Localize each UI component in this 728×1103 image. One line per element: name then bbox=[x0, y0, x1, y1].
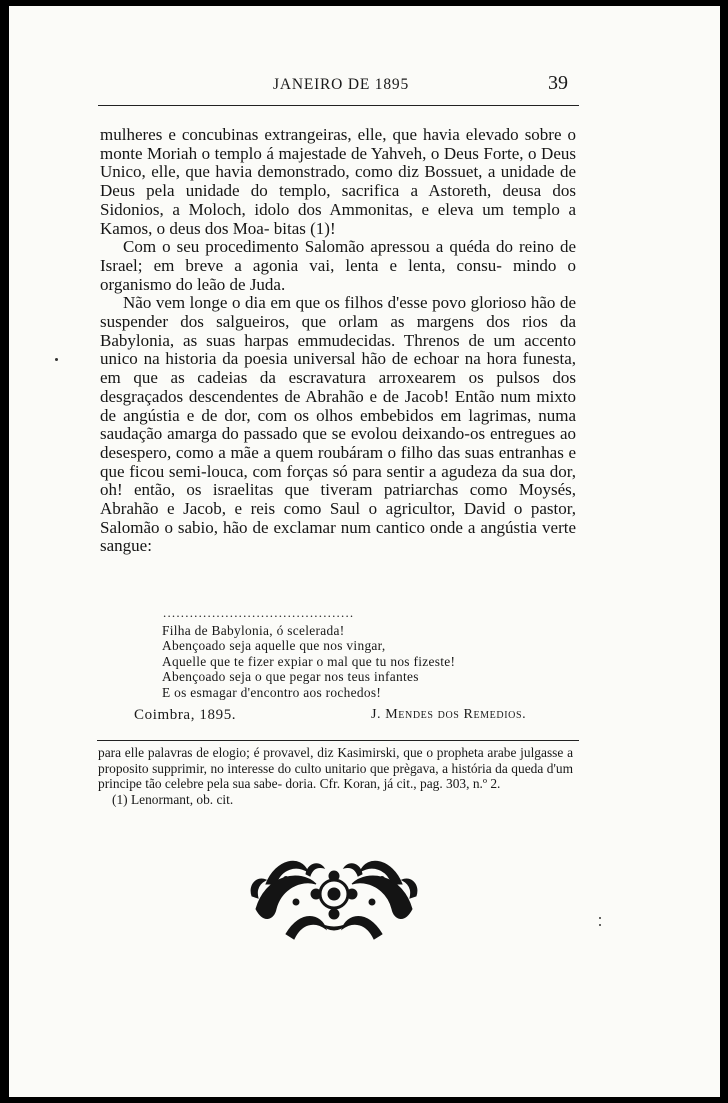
running-header-title: JANEIRO DE 1895 bbox=[273, 76, 409, 93]
footnotes bbox=[98, 745, 573, 807]
text-line: Abrahão e Jacob, e reis como Saul o agricultor, David o bbox=[100, 499, 523, 519]
poem-quote bbox=[162, 623, 455, 700]
print-speck bbox=[55, 358, 58, 361]
footnote-line: para elle palavras de elogio; é provavel, diz Kasimirski, que o propheta bbox=[98, 745, 484, 760]
text-line: diz Bossuet, a unidade de Deus pela unidade do templo, bbox=[100, 162, 577, 201]
signature-place-date: Coimbra, 1895. bbox=[134, 707, 237, 723]
text-line: bitas (1)! bbox=[273, 218, 336, 238]
footnote-rule bbox=[97, 740, 579, 741]
poem-line: Filha de Babylonia, ó scelerada! bbox=[162, 623, 345, 638]
text-line: os pulsos dos desgraçados descendentes de Abrahão e de bbox=[100, 368, 576, 406]
text-line: Deus Forte, o Deus Unico, elle, que havia demonstrado, como bbox=[100, 143, 576, 182]
author-name: J. Mendes dos Remedios. bbox=[371, 707, 527, 722]
text-line: a angústia verte sangue: bbox=[100, 517, 576, 556]
main-text bbox=[100, 126, 576, 556]
text-line: mãe a quem roubáram o filho das suas entranhas e que ficou bbox=[100, 442, 576, 481]
text-line: Jacob! Então num mixto de angústia e de dor, com os olhos bbox=[100, 386, 577, 425]
floral-tailpiece-ornament-icon bbox=[246, 854, 422, 944]
poem-line: Abençoado seja aquelle que nos vingar, bbox=[162, 638, 386, 654]
paragraph-3 bbox=[100, 294, 576, 556]
page-number: 39 bbox=[548, 72, 568, 94]
text-line: Com o seu procedimento Salomão apressou a quéda do bbox=[123, 237, 513, 257]
text-line: reino de Israel; em breve a agonia vai, lenta e lenta, consu- bbox=[100, 237, 576, 275]
text-line: que se evolou deixando-os entregues ao desespero, como a bbox=[100, 424, 576, 462]
text-line: embebidos em lagrimas, numa saudação amarga do passado bbox=[100, 405, 577, 444]
book-page bbox=[9, 6, 720, 1097]
footnote-1: (1) Lenormant, ob. cit. bbox=[112, 791, 234, 807]
poem-ellipsis: ........................................... bbox=[163, 605, 355, 620]
text-line: mulheres e concubinas extrangeiras, elle, que havia elevado bbox=[100, 125, 519, 144]
text-line: semi-louca, com forças só para sentir a agudeza da sua dor, bbox=[168, 461, 577, 481]
text-line: rios da Babylonia, as suas harpas emmudecidas. Threnos de bbox=[100, 312, 577, 350]
text-line: sobre o monte Moriah o templo á majestade de Yahveh, o bbox=[100, 125, 577, 163]
text-line: na hora funesta, em que as cadeias da escravatura arroxearem bbox=[100, 349, 577, 388]
paragraph-2 bbox=[100, 238, 576, 294]
poem-line: E os esmagar d'encontro aos rochedos! bbox=[162, 684, 382, 700]
text-line: Não vem longe o dia em que os filhos d'esse povo glorioso bbox=[123, 293, 527, 313]
poem-line: Aquelle que te fizer expiar o mal que tu nos fizeste! bbox=[162, 653, 456, 669]
text-line: um accento unico na historia da poesia universal hão de echoar bbox=[100, 330, 577, 369]
paragraph-1 bbox=[100, 126, 576, 238]
text-line: oh! então, os israelitas que tiveram patriarchas como Moysés, bbox=[100, 480, 576, 500]
text-line: hão de suspender dos salgueiros, que orlam as margens dos bbox=[100, 293, 577, 332]
text-line: sacrifica a Astoreth, deusa dos Sidonios, a Moloch, idolo dos bbox=[100, 181, 577, 219]
footnote-line: arabe julgasse a proposito supprimir, no interesse do culto unitario que bbox=[98, 745, 574, 776]
text-line: mindo o organismo do leão de Juda. bbox=[100, 255, 576, 294]
footnote-line: prègava, a história da queda d'um principe tão celebre pela sua sabe- bbox=[98, 760, 573, 791]
header-rule bbox=[98, 105, 579, 106]
poem-line: Abençoado seja o que pegar nos teus infantes bbox=[162, 669, 419, 685]
print-speck bbox=[599, 924, 601, 926]
footnote-line: doria. Cfr. Koran, já cit., pag. 303, n.º 2. bbox=[285, 776, 501, 791]
text-line: pastor, Salomão o sabio, hão de exclamar num cantico onde bbox=[100, 499, 577, 537]
print-speck bbox=[599, 917, 601, 919]
text-line: Ammonitas, e eleva um templo a Kamos, o deus dos Moa- bbox=[100, 199, 577, 238]
signature-author bbox=[371, 707, 526, 723]
footnote-continuation bbox=[98, 745, 573, 792]
